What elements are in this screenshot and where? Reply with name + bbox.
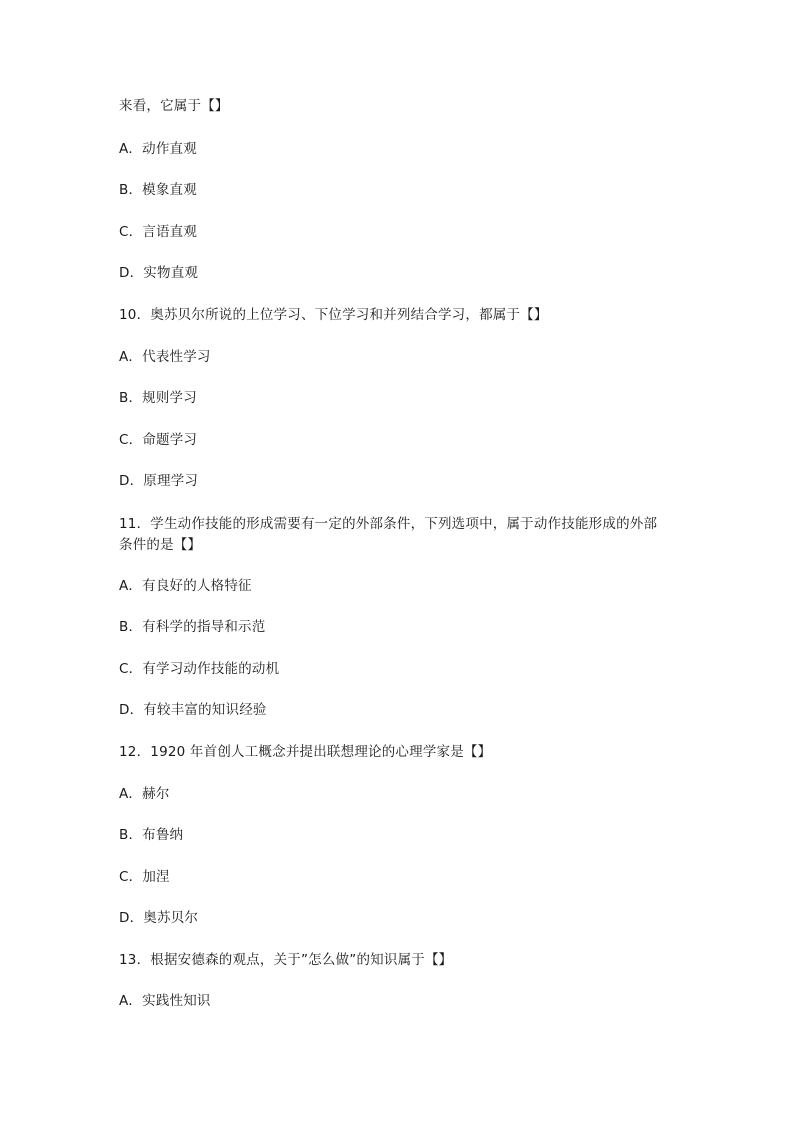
question-11-option-a: A．有良好的人格特征 <box>119 578 252 594</box>
question-9-option-d: D．实物直观 <box>119 265 199 281</box>
question-12-stem: 12．1920 年首创人工概念并提出联想理论的心理学家是【】 <box>119 744 492 760</box>
question-9-option-c: C．言语直观 <box>119 224 198 240</box>
question-10-option-b: B．规则学习 <box>119 390 197 406</box>
question-10-stem: 10．奥苏贝尔所说的上位学习、下位学习和并列结合学习，都属于【】 <box>119 307 548 323</box>
question-10-option-d: D．原理学习 <box>119 473 199 489</box>
question-12-option-d: D．奥苏贝尔 <box>119 910 199 926</box>
question-10-option-a: A．代表性学习 <box>119 349 211 365</box>
question-12-option-a: A．赫尔 <box>119 786 170 802</box>
question-13-option-a: A．实践性知识 <box>119 993 211 1009</box>
question-12-option-b: B．布鲁纳 <box>119 827 184 843</box>
question-9-option-a: A．动作直观 <box>119 141 197 157</box>
question-11-stem-line-1: 11．学生动作技能的形成需要有一定的外部条件，下列选项中，属于动作技能形成的外部 <box>119 516 658 532</box>
question-11-option-b: B．有科学的指导和示范 <box>119 619 266 635</box>
question-11-stem-line-2: 条件的是【】 <box>119 537 202 553</box>
question-11-option-d: D．有较丰富的知识经验 <box>119 702 267 718</box>
question-9-option-b: B．模象直观 <box>119 182 197 198</box>
question-9-stem-continuation: 来看，它属于【】 <box>119 98 229 114</box>
question-13-stem: 13．根据安德森的观点，关于”怎么做”的知识属于【】 <box>119 952 453 968</box>
question-11-option-c: C．有学习动作技能的动机 <box>119 661 280 677</box>
question-12-option-c: C．加涅 <box>119 869 170 885</box>
question-10-option-c: C．命题学习 <box>119 432 198 448</box>
